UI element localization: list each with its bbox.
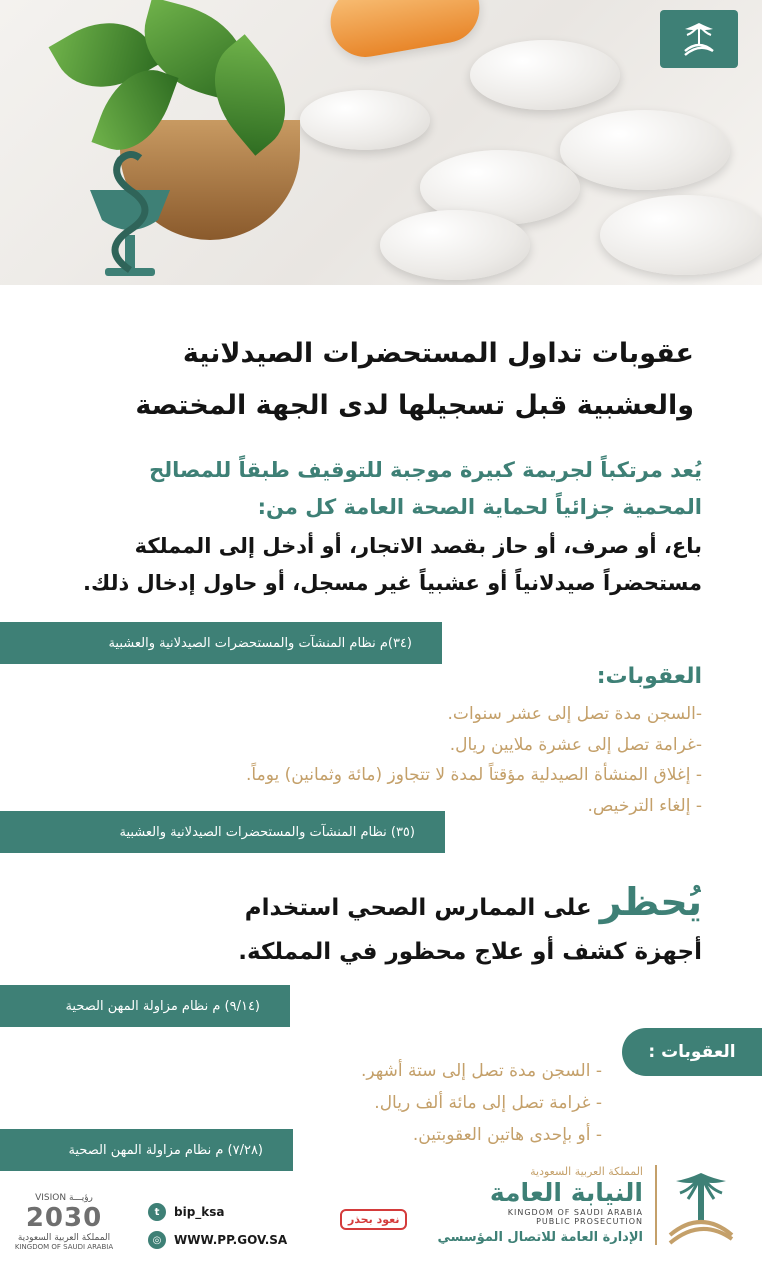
hero-image bbox=[0, 0, 762, 285]
emblem-badge bbox=[660, 10, 738, 68]
globe-icon: ◎ bbox=[148, 1231, 166, 1249]
penalty-item: - غرامة تصل إلى مائة ألف ريال. bbox=[374, 1093, 602, 1113]
title-line-1: عقوبات تداول المستحضرات الصيدلانية bbox=[182, 338, 694, 369]
penalty-item: - إلغاء الترخيص. bbox=[587, 796, 702, 816]
twitter-link[interactable] bbox=[148, 1203, 287, 1221]
vision-word: VISION رؤيـــة bbox=[35, 1193, 93, 1203]
tablet-pill bbox=[380, 210, 530, 280]
footer bbox=[0, 1165, 762, 1280]
title-line-2: والعشبية قبل تسجيلها لدى الجهة المختصة bbox=[135, 390, 694, 421]
twitter-handle: bip_ksa bbox=[174, 1205, 225, 1219]
page-title bbox=[54, 328, 694, 432]
prohibition-line-2: أجهزة كشف أو علاج محظور في المملكة. bbox=[238, 939, 702, 965]
tablet-pill bbox=[470, 40, 620, 110]
pharmacy-bowl-of-hygieia-icon bbox=[70, 150, 190, 285]
org-en-line-2: PUBLIC PROSECUTION bbox=[536, 1217, 643, 1226]
intro-black-line-1: باع، أو صرف، أو حاز بقصد الاتجار، أو أدخل إلى المملكة bbox=[134, 534, 702, 558]
legal-reference-band bbox=[0, 811, 445, 853]
org-title: النيابة العامة bbox=[489, 1178, 643, 1207]
legal-reference-text: (٣٥) نظام المنشآت والمستحضرات الصيدلانية والعشبية bbox=[119, 824, 415, 840]
legal-reference-text: (٧/٢٨) م نظام مزاولة المهن الصحية bbox=[68, 1142, 263, 1158]
penalty-item: - السجن مدة تصل إلى ستة أشهر. bbox=[361, 1061, 602, 1081]
penalty-item: -السجن مدة تصل إلى عشر سنوات. bbox=[447, 704, 702, 724]
tablet-pill bbox=[600, 195, 762, 275]
campaign-badge: نعود بحذر bbox=[340, 1209, 407, 1230]
saudi-emblem-icon bbox=[662, 1165, 740, 1253]
intro-highlight bbox=[52, 452, 702, 526]
org-en-line-1: KINGDOM OF SAUDI ARABIA bbox=[507, 1208, 643, 1217]
prohibition-statement bbox=[22, 880, 702, 974]
org-department: الإدارة العامة للاتصال المؤسسي bbox=[437, 1230, 643, 1245]
website-link[interactable] bbox=[148, 1231, 287, 1249]
intro-green-line-1: يُعد مرتكباً لجريمة كبيرة موجبة للتوقيف طبقاً للمصالح bbox=[149, 458, 702, 482]
penalty-item: -غرامة تصل إلى عشرة ملايين ريال. bbox=[449, 735, 702, 755]
prohibition-keyword: يُحظر bbox=[599, 880, 702, 924]
organization-name bbox=[403, 1165, 657, 1245]
org-country: المملكة العربية السعودية bbox=[530, 1165, 643, 1178]
legal-reference-text: (٣٤)م نظام المنشآت والمستحضرات الصيدلانية والعشبية bbox=[108, 635, 412, 651]
penalty-item: - أو بإحدى هاتين العقوبتين. bbox=[412, 1125, 602, 1145]
website-url: WWW.PP.GOV.SA bbox=[174, 1233, 288, 1247]
tablet-pill bbox=[300, 90, 430, 150]
legal-reference-band bbox=[0, 622, 442, 664]
twitter-icon: t bbox=[148, 1203, 166, 1221]
vision-sub-en: KINGDOM OF SAUDI ARABIA bbox=[14, 1243, 114, 1251]
tablet-pill bbox=[560, 110, 730, 190]
vision-year: 2030 bbox=[25, 1203, 103, 1233]
capsule-pill bbox=[325, 0, 485, 62]
prohibition-line-1 bbox=[22, 880, 702, 930]
vision-sub-ar: المملكة العربية السعودية bbox=[17, 1233, 111, 1243]
legal-reference-band bbox=[0, 985, 290, 1027]
penalties-title: العقوبات: bbox=[596, 664, 702, 689]
prohibition-text-1: على الممارس الصحي استخدام bbox=[244, 895, 592, 921]
palm-swords-icon bbox=[677, 17, 721, 61]
penalties-tag-label: العقوبات : bbox=[648, 1042, 736, 1062]
social-links bbox=[148, 1203, 287, 1259]
penalty-item: - إغلاق المنشأة الصيدلية مؤقتاً لمدة لا تتجاوز (مائة وثمانين) يوماً. bbox=[246, 765, 702, 785]
intro-body bbox=[42, 528, 702, 602]
legal-reference-text: (٩/١٤) م نظام مزاولة المهن الصحية bbox=[65, 998, 260, 1014]
intro-green-line-2: المحمية جزائياً لحماية الصحة العامة كل من: bbox=[257, 495, 702, 519]
intro-black-line-2: مستحضراً صيدلانياً أو عشبياً غير مسجل، أو حاول إدخال ذلك. bbox=[83, 571, 702, 595]
vision-2030-logo bbox=[14, 1193, 114, 1251]
penalties-tag bbox=[622, 1028, 762, 1076]
